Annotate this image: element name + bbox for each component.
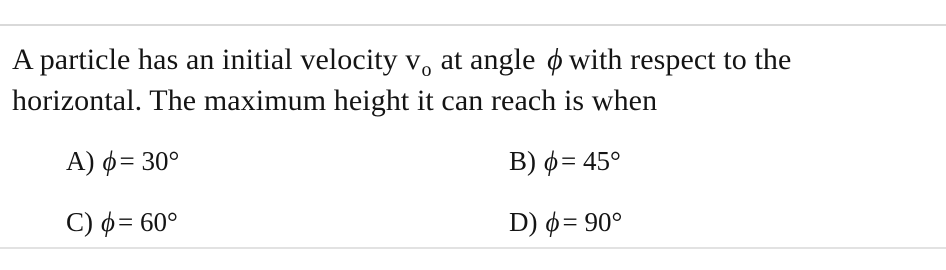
option-b-phi-symbol: ϕ [544, 146, 558, 176]
option-a-value: = 30° [119, 146, 180, 176]
phi-symbol: ϕ [547, 43, 563, 76]
bottom-divider [0, 247, 946, 249]
option-c-phi-symbol: ϕ [101, 207, 115, 237]
velocity-subscript: o [421, 59, 432, 81]
option-d[interactable] [509, 206, 622, 238]
option-c[interactable] [66, 206, 178, 238]
option-c-value: = 60° [117, 207, 178, 237]
option-a-phi-symbol: ϕ [102, 146, 117, 176]
question-text-part-3: with respect to the [568, 43, 792, 76]
option-d-letter: D) [509, 207, 538, 237]
option-c-letter: C) [66, 207, 93, 237]
question-line-1 [12, 42, 791, 81]
option-a[interactable] [66, 145, 179, 177]
top-divider [0, 24, 946, 26]
question-text-part-1: A particle has an initial velocity v [12, 43, 421, 76]
question-line-2: horizontal. The maximum height it can reach is when [12, 84, 658, 117]
option-d-phi-symbol: ϕ [545, 207, 560, 237]
option-a-letter: A) [66, 146, 95, 176]
option-d-value: = 90° [562, 207, 623, 237]
option-b[interactable] [509, 145, 621, 177]
option-b-letter: B) [509, 146, 536, 176]
option-b-value: = 45° [560, 146, 621, 176]
question-text-part-2: at angle [440, 43, 536, 76]
